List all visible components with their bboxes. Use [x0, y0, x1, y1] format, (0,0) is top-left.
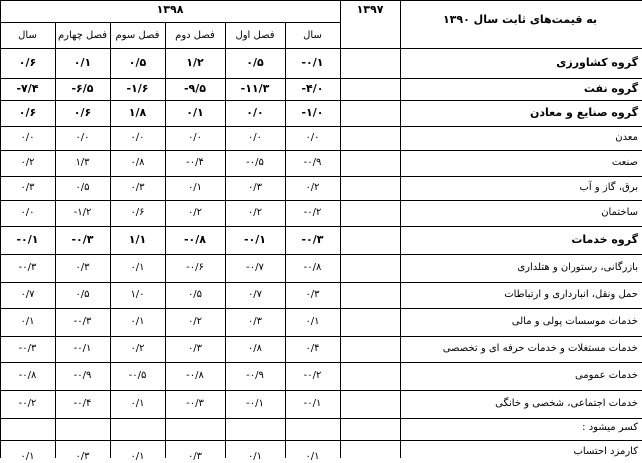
header-divider — [0, 22, 340, 23]
row-label: خدمات اجتماعی، شخصی و خانگی — [495, 398, 638, 409]
table-cell: -۰/۷ — [246, 262, 264, 273]
table-cell: ۰/۲ — [20, 157, 35, 168]
row-line — [0, 100, 642, 101]
table-cell: -۹/۵ — [183, 82, 206, 95]
table-cell: -۰/۳ — [71, 233, 94, 246]
row-line — [0, 126, 642, 127]
table-cell: -۰/۲ — [18, 398, 37, 409]
table-cell: ۰/۵ — [187, 289, 203, 300]
row-line — [0, 362, 642, 363]
row-label: خدمات موسسات پولی و مالی — [511, 316, 638, 327]
column-header-q4: فصل چهارم — [57, 30, 108, 41]
table-cell: ۰/۰ — [130, 132, 145, 143]
row-line — [0, 176, 642, 177]
table-cell: -۰/۱ — [246, 398, 264, 409]
column-divider — [285, 22, 286, 458]
table-cell: ۰/۴ — [305, 343, 320, 354]
row-label: بازرگانی، رستوران و هتلداری — [517, 262, 638, 273]
table-cell: ۰/۳ — [75, 451, 90, 462]
table-cell: -۰/۳ — [18, 343, 37, 354]
table-cell: ۰/۰ — [247, 132, 263, 143]
table-cell: -۴/۰ — [301, 82, 324, 95]
table-cell: -۱/۲ — [73, 207, 92, 218]
row-line — [0, 418, 642, 419]
row-label: معدن — [615, 132, 638, 143]
row-line — [0, 78, 642, 79]
row-label: برق، گاز و آب — [579, 182, 638, 193]
table-cell: ۰/۳ — [305, 289, 320, 300]
table-cell: ۰/۵ — [246, 56, 264, 69]
row-label: خدمات مستغلات و خدمات حرفه ای و تخصصی — [442, 343, 638, 354]
table-cell: -۰/۳ — [18, 262, 37, 273]
table-cell: -۰/۸ — [18, 370, 37, 381]
table-cell: ۰/۱ — [186, 106, 204, 119]
row-label: گروه کشاورزی — [556, 56, 638, 69]
table-cell: -۰/۹ — [246, 370, 264, 381]
table-title: به قیمت‌های ثابت سال ۱۳۹۰ — [442, 13, 598, 26]
table-cell: ۰/۲ — [305, 182, 320, 193]
row-line — [0, 150, 642, 151]
table-cell: ۱/۳ — [75, 157, 90, 168]
table-cell: ۰/۳ — [187, 451, 203, 462]
table-cell: ۰/۶ — [18, 106, 37, 119]
table-cell: -۰/۴ — [186, 157, 204, 168]
table-cell: -۰/۴ — [73, 398, 92, 409]
table-cell: ۰/۱ — [305, 451, 320, 462]
table-cell: ۰/۱ — [20, 451, 35, 462]
table-cell: ۰/۶ — [18, 56, 37, 69]
column-divider — [0, 0, 1, 458]
partial-row-label: کارمزد احتساب — [573, 446, 638, 457]
row-label: گروه صنایع و معادن — [530, 106, 638, 119]
row-line — [0, 282, 642, 283]
table-cell: -۰/۶ — [186, 262, 204, 273]
table-cell: ۰/۰ — [75, 132, 90, 143]
table-cell: ۰/۰ — [305, 132, 320, 143]
table-cell: ۰/۱ — [130, 451, 145, 462]
column-header-q1: فصل اول — [235, 30, 275, 41]
row-label: صنعت — [611, 157, 638, 168]
row-line — [0, 440, 642, 441]
table-cell: ۰/۵ — [75, 289, 90, 300]
table-cell: ۰/۵ — [128, 56, 147, 69]
table-cell: ۰/۱ — [73, 56, 92, 69]
column-divider — [340, 0, 341, 458]
table-cell: ۱/۲ — [186, 56, 204, 69]
column-header-year-1398: سال — [18, 30, 37, 41]
row-label: گروه نفت — [583, 82, 638, 95]
table-cell: -۱۱/۳ — [240, 82, 270, 95]
column-divider — [225, 22, 226, 458]
table-cell: -۰/۸ — [183, 233, 206, 246]
table-cell: ۰/۲ — [247, 207, 263, 218]
column-divider — [55, 22, 56, 458]
table-cell: ۰/۰ — [246, 106, 264, 119]
table-cell: -۷/۴ — [16, 82, 39, 95]
table-cell: ۰/۱ — [20, 316, 35, 327]
row-line — [0, 390, 642, 391]
table-cell: -۰/۱ — [73, 343, 92, 354]
table-cell: ۰/۰ — [20, 132, 35, 143]
table-cell: ۱/۸ — [128, 106, 147, 119]
table-cell: ۰/۳ — [247, 182, 263, 193]
year-1398-label: ۱۳۹۸ — [156, 3, 184, 16]
table-cell: ۰/۲ — [187, 207, 203, 218]
table-cell: -۰/۳ — [73, 316, 92, 327]
table-cell: ۰/۸ — [130, 157, 145, 168]
table-cell: -۰/۹ — [303, 157, 322, 168]
table-cell: -۱/۰ — [301, 106, 324, 119]
row-label: حمل ونقل، انبارداری و ارتباطات — [504, 289, 638, 300]
year-1397-label: ۱۳۹۷ — [356, 3, 384, 16]
table-cell: ۰/۲ — [187, 316, 203, 327]
table-cell: -۶/۵ — [71, 82, 94, 95]
row-label: خدمات عمومی — [574, 370, 638, 381]
footer-note: کسر میشود : — [582, 422, 638, 433]
table-cell: ۰/۱ — [130, 398, 145, 409]
row-label: گروه خدمات — [571, 233, 638, 246]
table-cell: -۰/۸ — [303, 262, 322, 273]
table-cell: ۱/۱ — [128, 233, 147, 246]
table-cell: ۰/۲ — [130, 343, 145, 354]
table-cell: -۰/۲ — [303, 207, 322, 218]
row-line — [0, 226, 642, 227]
table-cell: ۰/۸ — [247, 343, 263, 354]
table-cell: -۰/۱ — [243, 233, 266, 246]
table-cell: ۰/۶ — [130, 207, 145, 218]
row-label: ساختمان — [601, 207, 638, 218]
table-cell: -۰/۵ — [128, 370, 147, 381]
table-cell: ۰/۱ — [247, 451, 263, 462]
table-cell: -۰/۲ — [303, 370, 322, 381]
table-top-line — [0, 0, 642, 1]
column-header-q3: فصل سوم — [115, 30, 160, 41]
table-cell: ۱/۰ — [130, 289, 145, 300]
table-cell: ۰/۱ — [130, 316, 145, 327]
table-cell: -۱/۶ — [126, 82, 149, 95]
table-cell: -۰/۳ — [186, 398, 204, 409]
table-cell: ۰/۳ — [247, 316, 263, 327]
table-cell: ۰/۶ — [73, 106, 92, 119]
table-cell: -۰/۵ — [246, 157, 264, 168]
table-cell: ۰/۷ — [20, 289, 35, 300]
table-cell: ۰/۰ — [187, 132, 203, 143]
row-line — [0, 254, 642, 255]
table-cell: ۰/۰ — [20, 207, 35, 218]
table-cell: ۰/۳ — [20, 182, 35, 193]
column-divider — [165, 22, 166, 458]
header-bottom-line — [0, 48, 642, 49]
table-cell: ۰/۳ — [130, 182, 145, 193]
table-cell: -۰/۱ — [16, 233, 39, 246]
row-line — [0, 200, 642, 201]
row-line — [0, 308, 642, 309]
table-cell: ۰/۳ — [187, 343, 203, 354]
column-header-year-1397: سال — [303, 30, 322, 41]
table-cell: ۰/۱ — [305, 316, 320, 327]
table-cell: ۰/۷ — [247, 289, 263, 300]
table-cell: -۰/۱ — [303, 398, 322, 409]
table-cell: ۰/۳ — [75, 262, 90, 273]
column-divider — [110, 22, 111, 458]
row-line — [0, 336, 642, 337]
column-divider — [400, 0, 401, 458]
table-cell: -۰/۹ — [73, 370, 92, 381]
table-cell: -۰/۸ — [186, 370, 204, 381]
table-cell: -۰/۱ — [301, 56, 324, 69]
table-cell: ۰/۱ — [130, 262, 145, 273]
table-cell: ۰/۱ — [187, 182, 203, 193]
table-cell: -۰/۳ — [301, 233, 324, 246]
table-cell: ۰/۵ — [75, 182, 90, 193]
column-header-q2: فصل دوم — [175, 30, 215, 41]
